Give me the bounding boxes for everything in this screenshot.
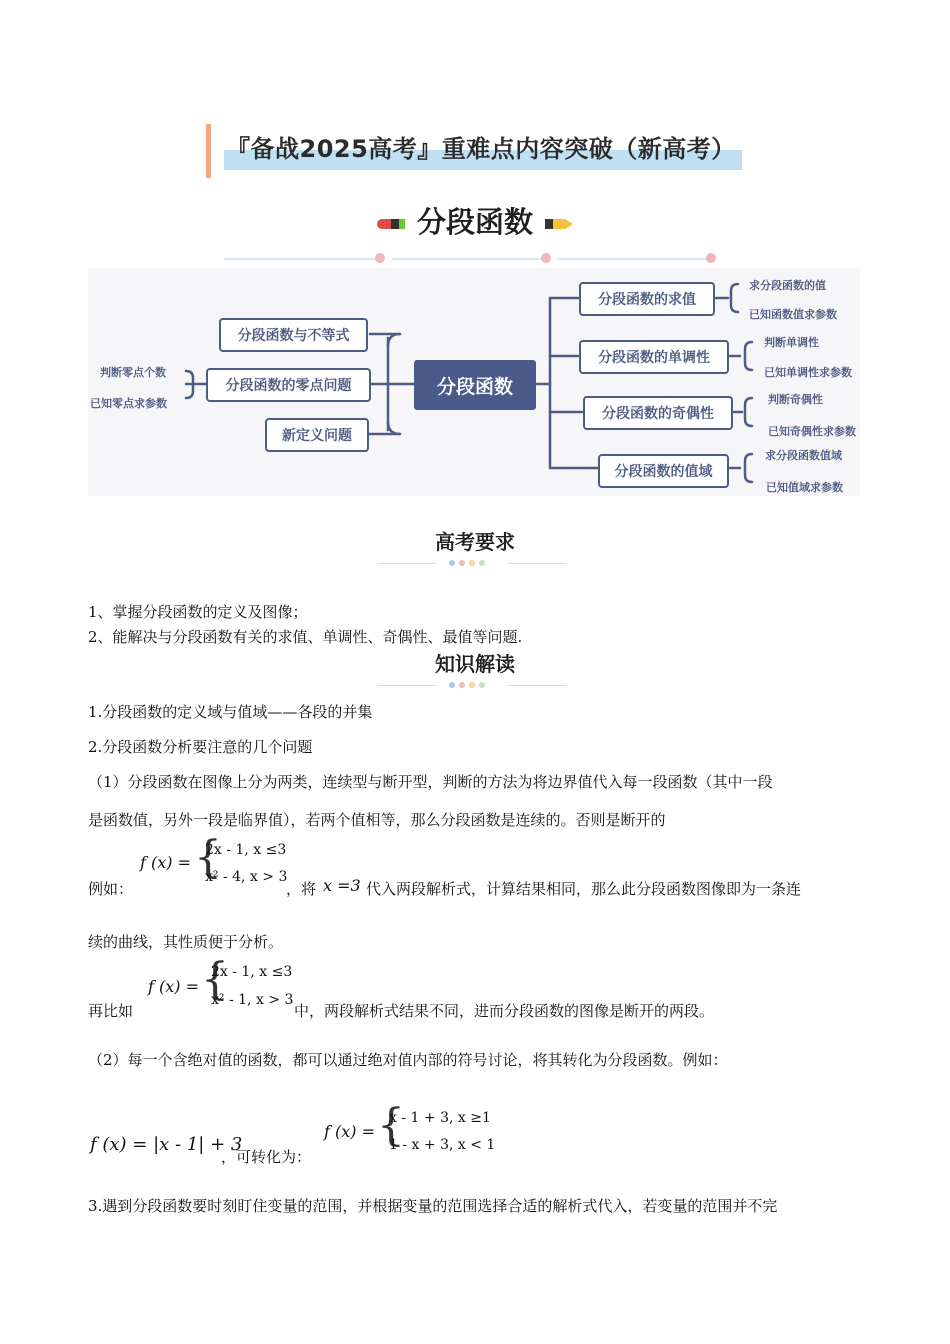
formula-case: x² - 4, x > 3 bbox=[205, 869, 288, 885]
formula-fx: f (x) = bbox=[140, 853, 192, 872]
knowledge-paragraph: （2）每一个含绝对值的函数，都可以通过绝对值内部的符号讨论，将其转化为分段函数。例如： bbox=[88, 1051, 728, 1069]
requirement-item: 1、掌握分段函数的定义及图像； bbox=[88, 603, 308, 621]
example-text: 中，两段解析式结果不同，进而分段函数的图像是断开的两段。 bbox=[294, 1002, 715, 1020]
mindmap bbox=[88, 268, 860, 496]
formula-case: 1 - x + 3, x < 1 bbox=[389, 1137, 496, 1153]
pencil-icon bbox=[543, 217, 575, 231]
requirement-item: 2、能解决与分段函数有关的求值、单调性、奇偶性、最值等问题. bbox=[88, 628, 523, 646]
example-prefix: 再比如 bbox=[88, 1002, 134, 1020]
formula-fx: f (x) = bbox=[148, 977, 200, 996]
decorative-dot bbox=[706, 253, 716, 263]
section-title-requirements: 高考要求 bbox=[435, 530, 515, 554]
example-text: 代入两段解析式，计算结果相同，那么此分段函数图像即为一条连 bbox=[366, 880, 802, 898]
mindmap-node-new-definition: 新定义问题 bbox=[265, 418, 369, 452]
mindmap-node-zeros: 分段函数的零点问题 bbox=[206, 368, 371, 402]
example-text: ，可转化为： bbox=[221, 1148, 312, 1166]
section-divider bbox=[508, 563, 566, 564]
section-title-knowledge: 知识解读 bbox=[435, 652, 515, 676]
mindmap-leaf: 已知奇偶性求参数 bbox=[768, 425, 856, 438]
mindmap-leaf: 求分段函数值域 bbox=[765, 449, 842, 462]
banner-accent-bar bbox=[206, 124, 211, 178]
mindmap-leaf: 已知零点求参数 bbox=[90, 397, 167, 410]
formula-case: 2x - 1, x ≤3 bbox=[205, 842, 287, 858]
decorative-divider bbox=[558, 258, 710, 260]
formula-case: x - 1 + 3, x ≥1 bbox=[389, 1110, 491, 1126]
knowledge-paragraph: 续的曲线，其性质便于分析。 bbox=[88, 933, 284, 951]
mindmap-leaf: 已知值域求参数 bbox=[766, 481, 843, 494]
mindmap-leaf: 判断奇偶性 bbox=[768, 393, 823, 406]
knowledge-paragraph: 2.分段函数分析要注意的几个问题 bbox=[88, 738, 313, 756]
formula-brace: { bbox=[377, 1100, 405, 1151]
knowledge-paragraph: 是函数值，另外一段是临界值），若两个值相等，那么分段函数是连续的。否则是断开的 bbox=[88, 811, 666, 829]
mindmap-leaf: 已知单调性求参数 bbox=[764, 366, 852, 379]
example-text: ，将 bbox=[286, 880, 317, 898]
mindmap-node-evaluation: 分段函数的求值 bbox=[579, 282, 715, 316]
formula-brace: { bbox=[201, 954, 229, 1005]
section-divider bbox=[508, 685, 566, 686]
banner-title: 『备战2025高考』重难点内容突破（新高考） bbox=[226, 135, 736, 163]
section-dots bbox=[449, 560, 485, 566]
topic-title-text: 分段函数 bbox=[416, 205, 533, 239]
formula-fx: f (x) = bbox=[324, 1122, 376, 1141]
decorative-divider bbox=[392, 258, 544, 260]
section-divider bbox=[378, 563, 436, 564]
section-dots bbox=[449, 682, 485, 688]
mindmap-leaf: 判断零点个数 bbox=[100, 366, 166, 379]
formula-abs: f (x) = |x - 1| + 3 bbox=[90, 1134, 243, 1155]
mindmap-leaf: 判断单调性 bbox=[764, 336, 819, 349]
mindmap-center-node: 分段函数 bbox=[414, 360, 536, 410]
topic-title bbox=[0, 200, 950, 241]
decorative-divider bbox=[224, 258, 380, 260]
formula-inline: x =3 bbox=[323, 876, 361, 895]
mindmap-node-range: 分段函数的值域 bbox=[598, 454, 729, 488]
mindmap-node-monotonicity: 分段函数的单调性 bbox=[579, 340, 729, 374]
mindmap-node-inequality: 分段函数与不等式 bbox=[219, 318, 368, 352]
section-divider bbox=[378, 685, 436, 686]
mindmap-node-parity: 分段函数的奇偶性 bbox=[583, 396, 733, 430]
formula-case: 2x - 1, x ≤3 bbox=[211, 964, 293, 980]
decorative-dot bbox=[375, 253, 385, 263]
formula-case: x² - 1, x > 3 bbox=[211, 992, 294, 1008]
knowledge-paragraph: （1）分段函数在图像上分为两类，连续型与断开型，判断的方法为将边界值代入每一段函数（其中一段 bbox=[88, 773, 773, 791]
pencil-icon bbox=[375, 217, 407, 231]
knowledge-paragraph: 3.遇到分段函数要时刻盯住变量的范围，并根据变量的范围选择合适的解析式代入，若变量的范围并不完 bbox=[88, 1197, 778, 1215]
decorative-dot bbox=[541, 253, 551, 263]
formula-brace: { bbox=[194, 832, 222, 883]
example-prefix: 例如： bbox=[88, 880, 134, 898]
knowledge-paragraph: 1.分段函数的定义域与值域——各段的并集 bbox=[88, 703, 373, 721]
mindmap-leaf: 已知函数值求参数 bbox=[749, 308, 837, 321]
mindmap-leaf: 求分段函数的值 bbox=[749, 279, 826, 292]
